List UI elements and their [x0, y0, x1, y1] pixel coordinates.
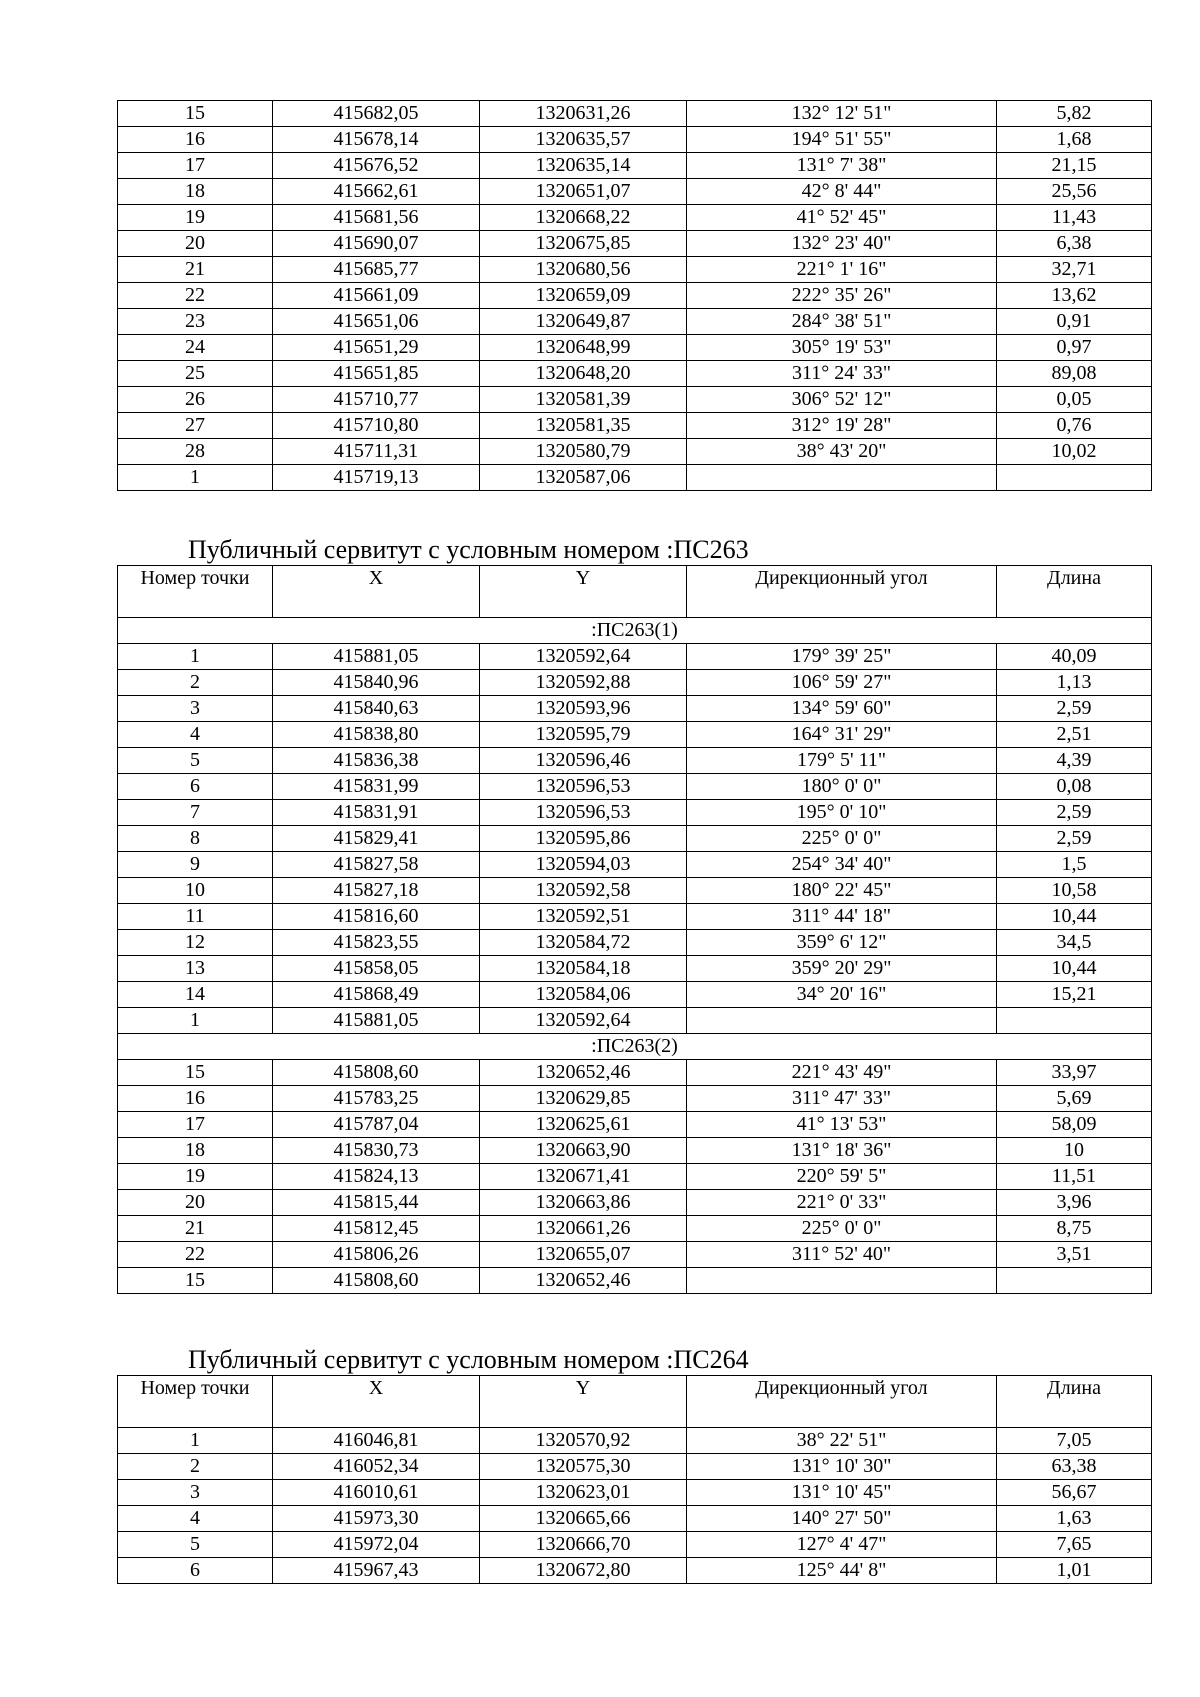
point-number-cell: 22: [118, 283, 273, 309]
table-row: [118, 283, 1152, 309]
length-cell: 2,59: [997, 826, 1152, 852]
x-cell: 415815,44: [273, 1190, 480, 1216]
length-cell: 63,38: [997, 1454, 1152, 1480]
x-cell: 415824,13: [273, 1164, 480, 1190]
direction-angle-cell: 222° 35' 26": [687, 283, 997, 309]
direction-angle-cell: 311° 52' 40": [687, 1242, 997, 1268]
y-cell: 1320594,03: [480, 852, 687, 878]
point-number-cell: 7: [118, 800, 273, 826]
table-row: [118, 179, 1152, 205]
point-number-cell: 24: [118, 335, 273, 361]
header-direction-angle: Дирекционный угол: [687, 1376, 997, 1428]
direction-angle-cell: 180° 0' 0": [687, 774, 997, 800]
y-cell: 1320648,20: [480, 361, 687, 387]
y-cell: 1320596,53: [480, 800, 687, 826]
header-y: Y: [480, 566, 687, 618]
x-cell: 415967,43: [273, 1558, 480, 1584]
direction-angle-cell: 131° 7' 38": [687, 153, 997, 179]
table-row: [118, 1086, 1152, 1112]
direction-angle-cell: 131° 10' 30": [687, 1454, 997, 1480]
point-number-cell: 25: [118, 361, 273, 387]
x-cell: 415838,80: [273, 722, 480, 748]
x-cell: 415840,96: [273, 670, 480, 696]
table-row: [118, 309, 1152, 335]
x-cell: 415651,06: [273, 309, 480, 335]
point-number-cell: 17: [118, 153, 273, 179]
x-cell: 415812,45: [273, 1216, 480, 1242]
point-number-cell: 11: [118, 904, 273, 930]
x-cell: 415973,30: [273, 1506, 480, 1532]
x-cell: 415808,60: [273, 1060, 480, 1086]
point-number-cell: 2: [118, 1454, 273, 1480]
table-row: [118, 878, 1152, 904]
direction-angle-cell: 221° 1' 16": [687, 257, 997, 283]
point-number-cell: 19: [118, 1164, 273, 1190]
table-row: [118, 1112, 1152, 1138]
x-cell: 415710,77: [273, 387, 480, 413]
header-x: X: [273, 566, 480, 618]
direction-angle-cell: 132° 12' 51": [687, 101, 997, 127]
direction-angle-cell: 164° 31' 29": [687, 722, 997, 748]
length-cell: 1,63: [997, 1506, 1152, 1532]
coordinates-table-ps264: [117, 1375, 1152, 1584]
y-cell: 1320596,53: [480, 774, 687, 800]
y-cell: 1320584,72: [480, 930, 687, 956]
direction-angle-cell: 359° 6' 12": [687, 930, 997, 956]
length-cell: 25,56: [997, 179, 1152, 205]
table-row: [118, 982, 1152, 1008]
header-length: Длина: [997, 1376, 1152, 1428]
table-row: [118, 127, 1152, 153]
y-cell: 1320665,66: [480, 1506, 687, 1532]
direction-angle-cell: 284° 38' 51": [687, 309, 997, 335]
length-cell: 2,59: [997, 800, 1152, 826]
y-cell: 1320595,86: [480, 826, 687, 852]
length-cell: 3,96: [997, 1190, 1152, 1216]
point-number-cell: 26: [118, 387, 273, 413]
table-row: [118, 413, 1152, 439]
group-row: [118, 1034, 1152, 1060]
direction-angle-cell: 359° 20' 29": [687, 956, 997, 982]
point-number-cell: 21: [118, 1216, 273, 1242]
direction-angle-cell: 311° 24' 33": [687, 361, 997, 387]
x-cell: 415662,61: [273, 179, 480, 205]
point-number-cell: 15: [118, 1060, 273, 1086]
length-cell: 11,43: [997, 205, 1152, 231]
x-cell: 415827,58: [273, 852, 480, 878]
y-cell: 1320581,39: [480, 387, 687, 413]
point-number-cell: 14: [118, 982, 273, 1008]
direction-angle-cell: 311° 47' 33": [687, 1086, 997, 1112]
x-cell: 415868,49: [273, 982, 480, 1008]
point-number-cell: 9: [118, 852, 273, 878]
point-number-cell: 13: [118, 956, 273, 982]
length-cell: 6,38: [997, 231, 1152, 257]
x-cell: 415787,04: [273, 1112, 480, 1138]
direction-angle-cell: 306° 52' 12": [687, 387, 997, 413]
table-row: [118, 1008, 1152, 1034]
length-cell: 7,65: [997, 1532, 1152, 1558]
table-row: [118, 1532, 1152, 1558]
direction-angle-cell: 220° 59' 5": [687, 1164, 997, 1190]
length-cell: 33,97: [997, 1060, 1152, 1086]
point-number-cell: 19: [118, 205, 273, 231]
point-number-cell: 16: [118, 127, 273, 153]
table-row: [118, 1480, 1152, 1506]
y-cell: 1320570,92: [480, 1428, 687, 1454]
length-cell: 5,69: [997, 1086, 1152, 1112]
length-cell: 1,13: [997, 670, 1152, 696]
point-number-cell: 4: [118, 722, 273, 748]
x-cell: 415972,04: [273, 1532, 480, 1558]
x-cell: 415840,63: [273, 696, 480, 722]
direction-angle-cell: 221° 43' 49": [687, 1060, 997, 1086]
table-row: [118, 1268, 1152, 1294]
direction-angle-cell: 180° 22' 45": [687, 878, 997, 904]
x-cell: 415831,91: [273, 800, 480, 826]
x-cell: 416052,34: [273, 1454, 480, 1480]
table-row: [118, 1164, 1152, 1190]
direction-angle-cell: 312° 19' 28": [687, 413, 997, 439]
length-cell: 2,59: [997, 696, 1152, 722]
length-cell: 4,39: [997, 748, 1152, 774]
y-cell: 1320668,22: [480, 205, 687, 231]
header-point-number: Номер точки: [118, 1376, 273, 1428]
y-cell: 1320592,58: [480, 878, 687, 904]
point-number-cell: 5: [118, 748, 273, 774]
group-label-ps263-1: :ПС263(1): [118, 618, 1152, 644]
direction-angle-cell: 131° 18' 36": [687, 1138, 997, 1164]
length-cell: 40,09: [997, 644, 1152, 670]
y-cell: 1320581,35: [480, 413, 687, 439]
x-cell: 415881,05: [273, 644, 480, 670]
x-cell: 415806,26: [273, 1242, 480, 1268]
length-cell: 34,5: [997, 930, 1152, 956]
length-cell: [997, 465, 1152, 491]
point-number-cell: 28: [118, 439, 273, 465]
point-number-cell: 18: [118, 1138, 273, 1164]
section-title-ps264: Публичный сервитут с условным номером :ПС264: [188, 1345, 749, 1374]
length-cell: 8,75: [997, 1216, 1152, 1242]
length-cell: [997, 1268, 1152, 1294]
y-cell: 1320592,51: [480, 904, 687, 930]
y-cell: 1320652,46: [480, 1060, 687, 1086]
direction-angle-cell: 254° 34' 40": [687, 852, 997, 878]
x-cell: 415808,60: [273, 1268, 480, 1294]
y-cell: 1320625,61: [480, 1112, 687, 1138]
y-cell: 1320672,80: [480, 1558, 687, 1584]
coordinates-table-ps263: [117, 565, 1152, 1294]
point-number-cell: 22: [118, 1242, 273, 1268]
x-cell: 415678,14: [273, 127, 480, 153]
length-cell: 32,71: [997, 257, 1152, 283]
header-length: Длина: [997, 566, 1152, 618]
direction-angle-cell: 140° 27' 50": [687, 1506, 997, 1532]
direction-angle-cell: 34° 20' 16": [687, 982, 997, 1008]
table-row: [118, 696, 1152, 722]
table-row: [118, 774, 1152, 800]
x-cell: 415690,07: [273, 231, 480, 257]
y-cell: 1320587,06: [480, 465, 687, 491]
x-cell: 415881,05: [273, 1008, 480, 1034]
table-row: [118, 1138, 1152, 1164]
y-cell: 1320623,01: [480, 1480, 687, 1506]
length-cell: 0,05: [997, 387, 1152, 413]
length-cell: 10,02: [997, 439, 1152, 465]
length-cell: 0,08: [997, 774, 1152, 800]
point-number-cell: 10: [118, 878, 273, 904]
length-cell: 21,15: [997, 153, 1152, 179]
x-cell: 415858,05: [273, 956, 480, 982]
length-cell: 10,44: [997, 956, 1152, 982]
direction-angle-cell: 132° 23' 40": [687, 231, 997, 257]
table-row: [118, 387, 1152, 413]
direction-angle-cell: 127° 4' 47": [687, 1532, 997, 1558]
point-number-cell: 1: [118, 644, 273, 670]
point-number-cell: 17: [118, 1112, 273, 1138]
y-cell: 1320592,88: [480, 670, 687, 696]
table-row: [118, 1558, 1152, 1584]
x-cell: 415651,85: [273, 361, 480, 387]
length-cell: 3,51: [997, 1242, 1152, 1268]
table-row: [118, 1242, 1152, 1268]
y-cell: 1320635,57: [480, 127, 687, 153]
point-number-cell: 15: [118, 101, 273, 127]
x-cell: 415783,25: [273, 1086, 480, 1112]
section-title-ps263: Публичный сервитут с условным номером :ПС263: [188, 535, 749, 564]
y-cell: 1320651,07: [480, 179, 687, 205]
y-cell: 1320663,90: [480, 1138, 687, 1164]
table-row: [118, 1454, 1152, 1480]
direction-angle-cell: 106° 59' 27": [687, 670, 997, 696]
y-cell: 1320592,64: [480, 644, 687, 670]
table-row: [118, 722, 1152, 748]
length-cell: 2,51: [997, 722, 1152, 748]
x-cell: 415651,29: [273, 335, 480, 361]
table-row: [118, 800, 1152, 826]
direction-angle-cell: 305° 19' 53": [687, 335, 997, 361]
header-point-number: Номер точки: [118, 566, 273, 618]
length-cell: 0,91: [997, 309, 1152, 335]
direction-angle-cell: [687, 1268, 997, 1294]
table-row: [118, 205, 1152, 231]
point-number-cell: 27: [118, 413, 273, 439]
length-cell: 1,01: [997, 1558, 1152, 1584]
point-number-cell: 21: [118, 257, 273, 283]
direction-angle-cell: 41° 13' 53": [687, 1112, 997, 1138]
direction-angle-cell: 41° 52' 45": [687, 205, 997, 231]
y-cell: 1320584,18: [480, 956, 687, 982]
y-cell: 1320629,85: [480, 1086, 687, 1112]
table-row: [118, 101, 1152, 127]
table-row: [118, 1506, 1152, 1532]
x-cell: 415685,77: [273, 257, 480, 283]
y-cell: 1320661,26: [480, 1216, 687, 1242]
direction-angle-cell: 311° 44' 18": [687, 904, 997, 930]
x-cell: 415831,99: [273, 774, 480, 800]
y-cell: 1320671,41: [480, 1164, 687, 1190]
y-cell: 1320663,86: [480, 1190, 687, 1216]
y-cell: 1320580,79: [480, 439, 687, 465]
y-cell: 1320593,96: [480, 696, 687, 722]
y-cell: 1320584,06: [480, 982, 687, 1008]
point-number-cell: 8: [118, 826, 273, 852]
x-cell: 415682,05: [273, 101, 480, 127]
point-number-cell: 12: [118, 930, 273, 956]
table-row: [118, 1216, 1152, 1242]
point-number-cell: 1: [118, 465, 273, 491]
header-x: X: [273, 1376, 480, 1428]
length-cell: 0,76: [997, 413, 1152, 439]
direction-angle-cell: [687, 465, 997, 491]
length-cell: 10: [997, 1138, 1152, 1164]
point-number-cell: 20: [118, 1190, 273, 1216]
y-cell: 1320648,99: [480, 335, 687, 361]
length-cell: 89,08: [997, 361, 1152, 387]
table-row: [118, 439, 1152, 465]
direction-angle-cell: 194° 51' 55": [687, 127, 997, 153]
length-cell: 56,67: [997, 1480, 1152, 1506]
direction-angle-cell: 179° 5' 11": [687, 748, 997, 774]
y-cell: 1320666,70: [480, 1532, 687, 1558]
x-cell: 415681,56: [273, 205, 480, 231]
y-cell: 1320575,30: [480, 1454, 687, 1480]
point-number-cell: 23: [118, 309, 273, 335]
direction-angle-cell: 195° 0' 10": [687, 800, 997, 826]
length-cell: 1,68: [997, 127, 1152, 153]
table-row: [118, 231, 1152, 257]
y-cell: 1320631,26: [480, 101, 687, 127]
coordinates-table-continued: [117, 100, 1152, 491]
direction-angle-cell: 125° 44' 8": [687, 1558, 997, 1584]
y-cell: 1320649,87: [480, 309, 687, 335]
table-row: [118, 257, 1152, 283]
table-row: [118, 826, 1152, 852]
point-number-cell: 5: [118, 1532, 273, 1558]
point-number-cell: 16: [118, 1086, 273, 1112]
table-row: [118, 644, 1152, 670]
direction-angle-cell: 179° 39' 25": [687, 644, 997, 670]
header-y: Y: [480, 1376, 687, 1428]
y-cell: 1320595,79: [480, 722, 687, 748]
y-cell: 1320680,56: [480, 257, 687, 283]
x-cell: 415661,09: [273, 283, 480, 309]
y-cell: 1320655,07: [480, 1242, 687, 1268]
x-cell: 416046,81: [273, 1428, 480, 1454]
x-cell: 415830,73: [273, 1138, 480, 1164]
table-row: [118, 956, 1152, 982]
point-number-cell: 3: [118, 696, 273, 722]
length-cell: 10,44: [997, 904, 1152, 930]
point-number-cell: 4: [118, 1506, 273, 1532]
x-cell: 415827,18: [273, 878, 480, 904]
point-number-cell: 6: [118, 774, 273, 800]
point-number-cell: 3: [118, 1480, 273, 1506]
length-cell: 15,21: [997, 982, 1152, 1008]
table-row: [118, 670, 1152, 696]
length-cell: [997, 1008, 1152, 1034]
header-row: [118, 1376, 1152, 1428]
x-cell: 415829,41: [273, 826, 480, 852]
direction-angle-cell: 134° 59' 60": [687, 696, 997, 722]
direction-angle-cell: 131° 10' 45": [687, 1480, 997, 1506]
x-cell: 415711,31: [273, 439, 480, 465]
direction-angle-cell: 42° 8' 44": [687, 179, 997, 205]
y-cell: 1320652,46: [480, 1268, 687, 1294]
group-row: [118, 618, 1152, 644]
table-row: [118, 748, 1152, 774]
y-cell: 1320675,85: [480, 231, 687, 257]
point-number-cell: 20: [118, 231, 273, 257]
x-cell: 415816,60: [273, 904, 480, 930]
direction-angle-cell: 225° 0' 0": [687, 1216, 997, 1242]
table-row: [118, 904, 1152, 930]
length-cell: 11,51: [997, 1164, 1152, 1190]
table-row: [118, 153, 1152, 179]
x-cell: 415719,13: [273, 465, 480, 491]
x-cell: 415676,52: [273, 153, 480, 179]
table-row: [118, 335, 1152, 361]
header-row: [118, 566, 1152, 618]
point-number-cell: 2: [118, 670, 273, 696]
length-cell: 0,97: [997, 335, 1152, 361]
table-row: [118, 1428, 1152, 1454]
x-cell: 415836,38: [273, 748, 480, 774]
table-row: [118, 1190, 1152, 1216]
direction-angle-cell: 225° 0' 0": [687, 826, 997, 852]
point-number-cell: 15: [118, 1268, 273, 1294]
point-number-cell: 18: [118, 179, 273, 205]
length-cell: 58,09: [997, 1112, 1152, 1138]
x-cell: 415823,55: [273, 930, 480, 956]
x-cell: 415710,80: [273, 413, 480, 439]
table-row: [118, 930, 1152, 956]
direction-angle-cell: 38° 43' 20": [687, 439, 997, 465]
length-cell: 1,5: [997, 852, 1152, 878]
table-row: [118, 361, 1152, 387]
point-number-cell: 6: [118, 1558, 273, 1584]
direction-angle-cell: [687, 1008, 997, 1034]
y-cell: 1320659,09: [480, 283, 687, 309]
length-cell: 13,62: [997, 283, 1152, 309]
y-cell: 1320596,46: [480, 748, 687, 774]
x-cell: 416010,61: [273, 1480, 480, 1506]
header-direction-angle: Дирекционный угол: [687, 566, 997, 618]
y-cell: 1320592,64: [480, 1008, 687, 1034]
table-row: [118, 465, 1152, 491]
direction-angle-cell: 38° 22' 51": [687, 1428, 997, 1454]
table-row: [118, 1060, 1152, 1086]
direction-angle-cell: 221° 0' 33": [687, 1190, 997, 1216]
group-label-ps263-2: :ПС263(2): [118, 1034, 1152, 1060]
point-number-cell: 1: [118, 1428, 273, 1454]
length-cell: 7,05: [997, 1428, 1152, 1454]
table-row: [118, 852, 1152, 878]
length-cell: 10,58: [997, 878, 1152, 904]
y-cell: 1320635,14: [480, 153, 687, 179]
point-number-cell: 1: [118, 1008, 273, 1034]
length-cell: 5,82: [997, 101, 1152, 127]
